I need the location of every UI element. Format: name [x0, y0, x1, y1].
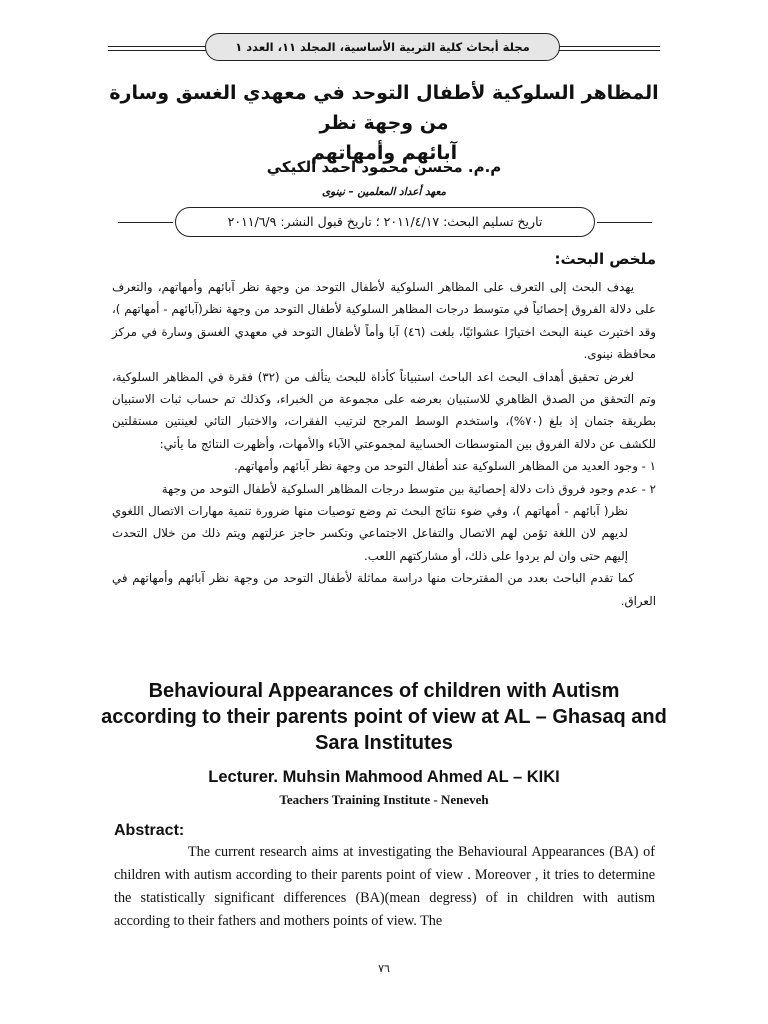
arabic-abstract-body — [112, 276, 656, 612]
english-institute: Teachers Training Institute - Neneveh — [279, 792, 489, 807]
arabic-title-line1: المظاهر السلوكية لأطفال التوحد في معهدي الغسق وسارة من وجهة نظر — [109, 82, 659, 134]
arabic-paragraph-1: يهدف البحث إلى التعرف على المظاهر السلوكية لأطفال التوحد من وجهة نظر آبائهم وأمهاتهم، والتعرف على دلالة الفروق إحصائياً في متوسط درجات المظاهر السلوكية لأطفال التوحد من وجهة نظر(آبائهم - أمهاتهم )، وقد اختيرت عينة البحث اختيارًا عشوائيًا، بلغت (٤٦) آبا وأماً لأطفال التوحد في معهدي الغسق وسارة في مركز محافظة نينوى. — [112, 280, 657, 362]
arabic-paragraph-2: لغرض تحقيق أهداف البحث اعد الباحث استبياناً كأداة للبحث يتألف من (٣٢) فقرة في المظاهر السلوكية، وتم التحقق من الصدق الظاهري للاستبيان بعرضه على مجموعة من الخبراء، وكذلك تم حساب ثبات الاستبيان بطريقة جتمان إذ بلغ (٧٠%)، واستخدم الوسط المرجح لترتيب الفقرات، والاختبار التائي لعينتين مستقلتين للكشف عن دلالة الفروق بين المتوسطات الحسابية لمجموعتي الآباء والأمهات، وأظهرت النتائج ما يأتي: — [112, 369, 656, 451]
english-abstract-heading: Abstract: — [114, 822, 185, 839]
submission-dates-box: تاريخ تسليم البحث: ٢٠١١/٤/١٧ ؛ تاريخ قبول النشر: ٢٠١١/٦/٩ — [175, 207, 595, 237]
arabic-title-line2: آبائهم وأمهاتهم — [310, 142, 458, 164]
running-head: مجلة أبحاث كلية التربية الأساسية، المجلد ١١، العدد ١ — [205, 33, 560, 61]
english-abstract-text: The current research aims at investigating the Behavioural Appearances (BA) of children with autism according to their parents point of view . Moreover , it tries to determine the statistically significant differences (BA)(mean degress) of in children with autism according to their fathers and mothers points of view. The — [114, 844, 655, 929]
arabic-result-2-continued: نظر( آبائهم - أمهاتهم )، وفي ضوء نتائج البحث تم وضع توصيات منها ضرورة تنمية مهارات الاتصال اللغوي لديهم لان اللغة تؤمن لهم الاتصال والتفاعل الاجتماعي وتكسر حاجز عزلتهم ويتم ذلك من خلال التحدث إليهم حتى وان لم يردوا على ذلك، أو مشاركتهم اللعب. — [112, 504, 628, 563]
english-author: Lecturer. Muhsin Mahmood Ahmed AL – KIKI — [208, 768, 560, 786]
english-title: Behavioural Appearances of children with Autism according to their parents point of view at AL – Ghasaq and Sara Institutes — [101, 680, 667, 754]
page-number: ٧٦ — [378, 962, 390, 975]
arabic-result-2 — [112, 478, 656, 568]
arabic-institute: معهد أعداد المعلمين – نينوى — [321, 186, 447, 198]
arabic-title — [100, 78, 668, 168]
arabic-paragraph-3: كما تقدم الباحث بعدد من المقترحات منها دراسة مماثلة لأطفال التوحد من وجهة نظر آبائهم وأمهاتهم في العراق. — [112, 571, 656, 608]
arabic-result-2-start: ٢ - عدم وجود فروق ذات دلالة إحصائية بين متوسط درجات المظاهر السلوكية لأطفال التوحد من وجهة — [161, 481, 656, 496]
arabic-abstract-heading: ملخص البحث: — [554, 250, 656, 268]
arabic-author: م.م. محسن محمود احمد الكيكي — [266, 158, 502, 176]
arabic-result-1: ١ - وجود العديد من المظاهر السلوكية عند أطفال التوحد من وجهة نظر آبائهم وأمهاتهم. — [233, 459, 656, 474]
